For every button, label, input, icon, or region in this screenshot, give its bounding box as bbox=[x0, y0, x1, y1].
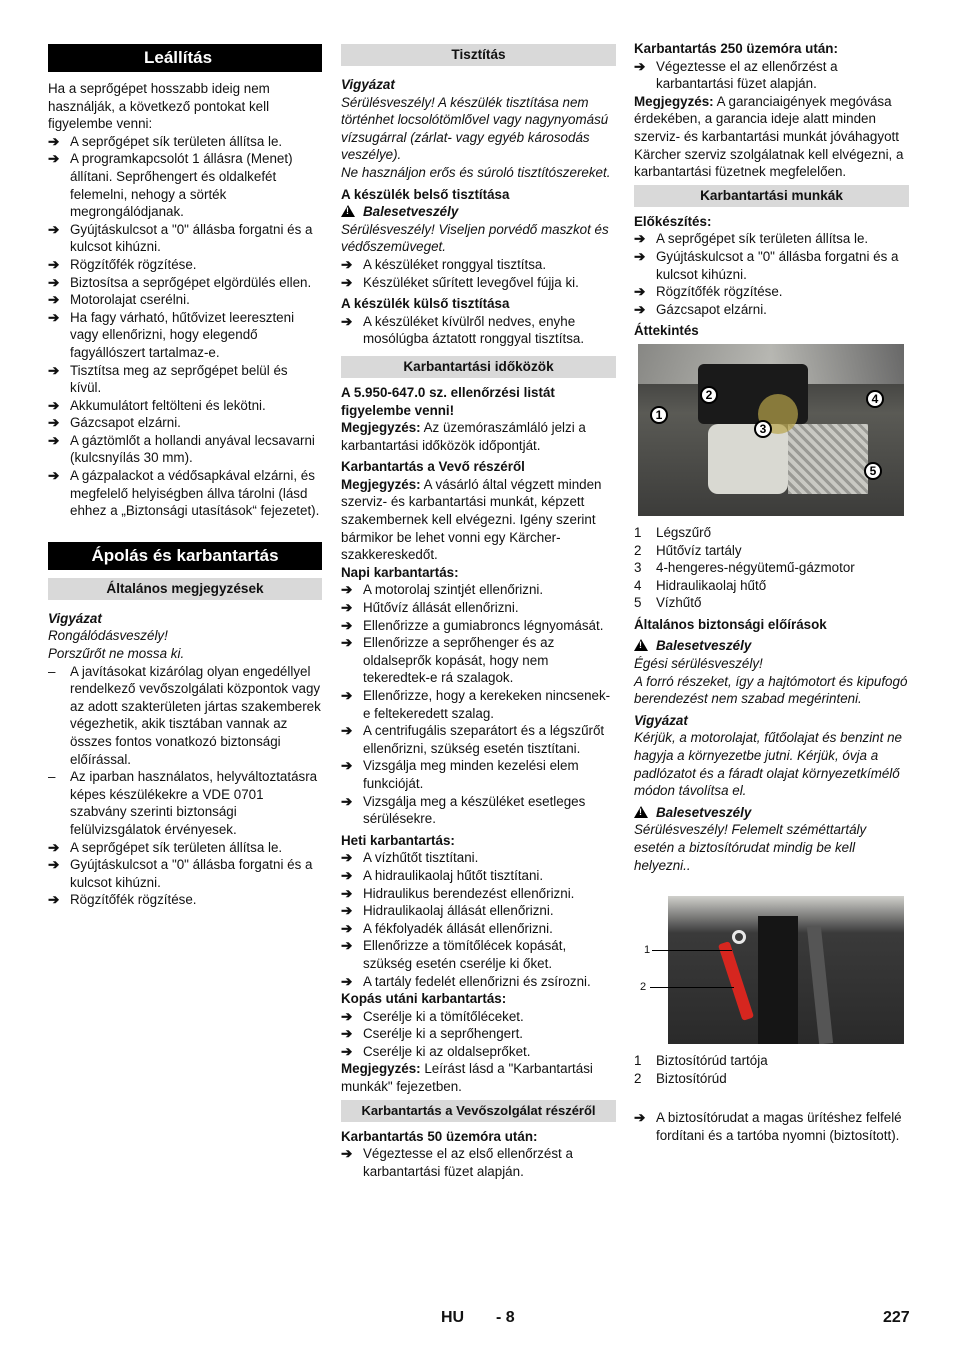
caution-label: Vigyázat bbox=[48, 610, 102, 626]
daily-title: Napi karbantartás: bbox=[341, 564, 459, 580]
list-item-text: Cserélje ki a seprőhengert. bbox=[363, 1026, 524, 1042]
shutdown-intro: Ha a seprőgépet hosszabb ideig nem használják, a következő pontokat kell figyelembe venni: bbox=[48, 81, 270, 132]
list-item bbox=[48, 856, 322, 891]
caution-text-2: Ne használjon erős és súroló tisztítószereket. bbox=[341, 164, 611, 180]
list-item bbox=[341, 256, 616, 274]
arrow-icon: ➔ bbox=[341, 885, 353, 901]
list-item-text: Gyújtáskulcsot a "0" állásba forgatni és a kulcsot kihúzni. bbox=[70, 221, 313, 255]
arrow-icon: ➔ bbox=[634, 231, 646, 247]
h50-steps bbox=[341, 1145, 616, 1180]
list-item bbox=[634, 230, 909, 248]
list-item-text: Az iparban használatos, helyváltoztatásra képes készülékekre a VDE 0701 szabvány szerinti biztonsági felülvizsgálatok érvényesek. bbox=[70, 769, 318, 837]
h250-title: Karbantartás 250 üzemóra után: bbox=[634, 41, 838, 56]
legend-item bbox=[634, 577, 909, 595]
list-item-text: Cserélje ki az oldalseprőket. bbox=[363, 1043, 531, 1059]
list-item bbox=[341, 617, 616, 635]
arrow-icon: ➔ bbox=[48, 468, 60, 484]
list-item-text: A tartály fedelét ellenőrizni és zsírozni. bbox=[363, 973, 591, 989]
list-item bbox=[341, 313, 616, 348]
list-item bbox=[48, 221, 322, 256]
list-item bbox=[341, 920, 616, 938]
arrow-icon: ➔ bbox=[341, 903, 353, 919]
text-line: Rongálódásveszély! bbox=[48, 628, 168, 644]
arrow-icon: ➔ bbox=[341, 1043, 353, 1059]
legend-item bbox=[634, 524, 909, 542]
list-item bbox=[48, 150, 322, 220]
arrow-icon: ➔ bbox=[48, 151, 60, 167]
arrow-icon: ➔ bbox=[48, 415, 60, 431]
list-item-text: A motorolaj szintjét ellenőrizni. bbox=[363, 582, 544, 598]
list-item bbox=[48, 397, 322, 415]
legend-text: Légszűrő bbox=[656, 524, 712, 540]
legend-number: 4 bbox=[634, 577, 642, 593]
legend-number: 3 bbox=[634, 560, 642, 576]
legend-item bbox=[634, 594, 909, 612]
list-item-text: A gáztömlőt a hollandi anyával lecsavarni (kulcsnyílás 30 mm). bbox=[70, 432, 315, 466]
list-item bbox=[341, 885, 616, 903]
list-item-text: Gyújtáskulcsot a "0" állásba forgatni és a kulcsot kihúzni. bbox=[656, 248, 899, 282]
column-middle bbox=[341, 44, 616, 1180]
legend-text: Vízhűtő bbox=[656, 595, 702, 611]
list-item bbox=[634, 58, 909, 93]
arrow-icon: ➔ bbox=[48, 362, 60, 378]
list-item bbox=[48, 839, 322, 857]
list-item-text: A készüléket ronggyal tisztítsa. bbox=[363, 256, 547, 272]
shutdown-steps bbox=[48, 133, 322, 520]
section-title-care: Ápolás és karbantartás bbox=[48, 542, 322, 570]
list-item bbox=[634, 283, 909, 301]
caution-lines bbox=[48, 627, 322, 662]
arrow-icon: ➔ bbox=[341, 635, 353, 651]
legend-item bbox=[634, 1070, 909, 1088]
inner-warning-text: Sérülésveszély! Viseljen porvédő maszkot és védőszemüveget. bbox=[341, 221, 609, 255]
list-item bbox=[48, 309, 322, 362]
list-item-text: A javításokat kizárólag olyan engedéllyel rendelkező vevőszolgálati központok vagy az adott szakterületen jártas szakemberek végezhetik, akik tisztában vannak az összes fontos vonatkozó biztonsági előírással. bbox=[70, 663, 321, 767]
final-steps bbox=[634, 1109, 909, 1144]
lift-legend bbox=[634, 1052, 909, 1087]
daily-steps bbox=[341, 581, 616, 827]
engine-overview-photo bbox=[638, 344, 904, 516]
arrow-icon: ➔ bbox=[48, 397, 60, 413]
environment-text: Kérjük, a motorolajat, fűtőolajat és benzint ne hagyja a környezetbe jutni. Kérjük, óvja a padlózatot és a fáradt olajat környezetkímélő módon távolítsa el. bbox=[634, 730, 902, 799]
footer-local-page: - 8 bbox=[496, 1309, 515, 1326]
photo-label-1: 1 bbox=[644, 944, 651, 957]
arrow-icon: ➔ bbox=[48, 133, 60, 149]
legend-number: 2 bbox=[634, 542, 642, 558]
list-item bbox=[48, 663, 322, 769]
list-item-text: Biztosítsa a seprőgépet elgördülés ellen. bbox=[70, 274, 312, 290]
outer-steps bbox=[341, 313, 616, 348]
safety-bar-photo bbox=[638, 896, 904, 1044]
note-2: Megjegyzés: A vásárló által végzett minden szerviz- és karbantartási munkát, képzett szakembernek kell elvégezni. Igény szerint bármikor be lehet vonni egy Kärcher-szakkereskedőt. bbox=[341, 476, 602, 563]
list-item bbox=[634, 248, 909, 283]
list-item bbox=[48, 291, 322, 309]
warning-triangle-icon bbox=[634, 806, 648, 818]
subsection-title-general: Általános megjegyzések bbox=[48, 578, 322, 600]
list-item-text: A seprőgépet sík területen állítsa le. bbox=[70, 133, 283, 149]
legend-text: Biztosítórúd bbox=[656, 1070, 727, 1086]
warning-triangle-icon bbox=[634, 639, 648, 651]
legend-text: Hűtővíz tartály bbox=[656, 542, 742, 558]
list-item bbox=[48, 133, 322, 151]
list-item bbox=[341, 581, 616, 599]
list-item bbox=[341, 793, 616, 828]
list-item-text: A seprőgépet sík területen állítsa le. bbox=[70, 839, 283, 855]
legend-number: 1 bbox=[634, 524, 642, 540]
checklist-note: A 5.950-647.0 sz. ellenőrzési listát figyelembe venni! bbox=[341, 384, 555, 418]
subsection-title-works: Karbantartási munkák bbox=[634, 185, 909, 207]
list-item bbox=[48, 891, 322, 909]
caution-label: Vigyázat bbox=[634, 712, 688, 728]
overview-legend bbox=[634, 524, 909, 612]
list-item-text: Tisztítsa meg az seprőgépet belül és kívül. bbox=[70, 362, 288, 396]
list-item bbox=[341, 973, 616, 991]
list-item-text: Akkumulátort feltölteni és lekötni. bbox=[70, 397, 266, 413]
text-line: Porszűrőt ne mossa ki. bbox=[48, 646, 185, 662]
prep-steps bbox=[634, 230, 909, 318]
callout-2: 2 bbox=[700, 386, 718, 404]
arrow-icon: ➔ bbox=[48, 256, 60, 272]
list-item-text: Ellenőrizze a tömítőlécek kopását, szükség esetén cserélje ki őket. bbox=[363, 938, 567, 971]
callout-3: 3 bbox=[754, 420, 772, 438]
list-item bbox=[48, 362, 322, 397]
h250-steps bbox=[634, 58, 909, 93]
danger-label: !Balesetveszély bbox=[341, 203, 616, 221]
arrow-icon: ➔ bbox=[341, 867, 353, 883]
list-item bbox=[341, 757, 616, 792]
legend-item bbox=[634, 542, 909, 560]
list-item bbox=[341, 634, 616, 687]
lift-warning-text: Sérülésveszély! Felemelt széméttartály esetén a biztosítórudat mindig be kell helyezni.. bbox=[634, 822, 867, 873]
legend-item bbox=[634, 1052, 909, 1070]
list-item-text: Vizsgálja meg minden kezelési elem funkcióját. bbox=[363, 758, 579, 791]
subsection-title-service: Karbantartás a Vevőszolgálat részéről bbox=[341, 1100, 616, 1122]
list-item-text: Rögzítőfék rögzítése. bbox=[70, 256, 197, 272]
arrow-icon: ➔ bbox=[48, 839, 60, 855]
arrow-icon: ➔ bbox=[634, 284, 646, 300]
arrow-icon: ➔ bbox=[341, 920, 353, 936]
list-item bbox=[341, 1025, 616, 1043]
weekly-title: Heti karbantartás: bbox=[341, 832, 455, 848]
danger-label-2: !Balesetveszély bbox=[634, 804, 909, 822]
list-item-text: Rögzítőfék rögzítése. bbox=[656, 284, 783, 300]
text-line: A forró részeket, így a hajtómotort és kipufogó berendezést nem szabad megérinteni. bbox=[634, 673, 908, 707]
arrow-icon: ➔ bbox=[341, 1026, 353, 1042]
weekly-steps bbox=[341, 849, 616, 990]
list-item-text: A vízhűtőt tisztítani. bbox=[363, 850, 479, 866]
arrow-icon: ➔ bbox=[341, 688, 353, 703]
arrow-icon: ➔ bbox=[341, 1146, 353, 1162]
inner-cleaning-title: A készülék belső tisztítása bbox=[341, 186, 510, 202]
list-item-text: Végeztesse el az ellenőrzést a karbantartási füzet alapján. bbox=[656, 58, 838, 92]
warning-triangle-icon bbox=[341, 205, 355, 217]
arrow-icon: ➔ bbox=[634, 1110, 646, 1126]
list-item bbox=[341, 722, 616, 757]
list-item-text: Hidraulikus berendezést ellenőrizni. bbox=[363, 885, 575, 901]
arrow-icon: ➔ bbox=[48, 274, 60, 290]
list-item bbox=[341, 1043, 616, 1061]
arrow-icon: ➔ bbox=[48, 857, 60, 873]
list-item-text: Készüléket sűrített levegővel fújja ki. bbox=[363, 274, 579, 290]
arrow-icon: ➔ bbox=[341, 1008, 353, 1024]
list-item-text: A programkapcsolót 1 állásra (Menet) állítani. Seprőhengert és oldalkefét felemelni, nehogy a sörték megrongálódjanak. bbox=[70, 151, 293, 220]
dash-marker: – bbox=[48, 769, 56, 785]
list-item-text: A biztosítórudat a magas ürítéshez felfelé fordítani és a tartóba nyomni (biztosított). bbox=[656, 1110, 902, 1143]
arrow-icon: ➔ bbox=[341, 617, 353, 633]
caution-label: Vigyázat bbox=[341, 77, 395, 92]
dash-marker: – bbox=[48, 663, 56, 679]
general-steps bbox=[48, 839, 322, 909]
list-item-text: A fékfolyadék állását ellenőrizni. bbox=[363, 920, 553, 936]
callout-5: 5 bbox=[864, 462, 882, 480]
overview-title: Áttekintés bbox=[634, 323, 699, 339]
text-line: Égési sérülésveszély! bbox=[634, 656, 763, 672]
prep-title: Előkészítés: bbox=[634, 213, 712, 229]
note-3: Megjegyzés: Leírást lásd a "Karbantartási munkák" fejezetben. bbox=[341, 1061, 593, 1095]
warranty-note: Megjegyzés: A garanciaigények megóvása érdekében, a garancia ideje alatt minden szerviz- és karbantartási munkát jóváhagyott Kärcher szerviz szolgálatnak kell elvégezni, a karbantartási füzetnek megfelelően. bbox=[634, 93, 904, 180]
list-item-text: A készüléket kívülről nedves, enyhe mosólúgba áztatott ronggyal tisztítsa. bbox=[363, 313, 585, 347]
arrow-icon: ➔ bbox=[48, 221, 60, 237]
legend-number: 1 bbox=[634, 1053, 642, 1069]
list-item-text: A centrifugális szeparátort és a légszűrőt ellenőrizni, szükség esetén tisztítani. bbox=[363, 723, 605, 756]
danger-label: !Balesetveszély bbox=[634, 637, 909, 655]
list-item-text: Ellenőrizze a seprőhenger és az oldalseprők kopását, hogy nem tekeredtek-e rá szalagok. bbox=[363, 635, 555, 686]
legend-item bbox=[634, 559, 909, 577]
list-item bbox=[341, 867, 616, 885]
list-item bbox=[634, 301, 909, 319]
list-item bbox=[341, 687, 616, 722]
legend-number: 5 bbox=[634, 595, 642, 611]
callout-4: 4 bbox=[866, 390, 884, 408]
list-item bbox=[341, 1145, 616, 1180]
arrow-icon: ➔ bbox=[341, 723, 353, 739]
burn-lines bbox=[634, 655, 909, 708]
arrow-icon: ➔ bbox=[341, 758, 353, 774]
list-item bbox=[48, 467, 322, 520]
list-item-text: A gázpalackot a védősapkával elzárni, és megfelelő helyiségben állva tárolni (lásd ehhez a „Biztonsági utasítások“ fejezetet). bbox=[70, 468, 320, 519]
arrow-icon: ➔ bbox=[48, 309, 60, 325]
list-item-text: Gázcsapot elzárni. bbox=[70, 415, 181, 431]
arrow-icon: ➔ bbox=[341, 938, 353, 954]
list-item bbox=[341, 1008, 616, 1026]
subsection-title-cleaning: Tisztítás bbox=[341, 44, 616, 66]
list-item-text: A seprőgépet sík területen állítsa le. bbox=[656, 231, 869, 247]
list-item bbox=[48, 256, 322, 274]
footer-page-number: 227 bbox=[883, 1309, 910, 1326]
safety-title: Általános biztonsági előírások bbox=[634, 616, 827, 632]
column-right bbox=[634, 41, 909, 1145]
list-item bbox=[341, 937, 616, 972]
list-item bbox=[48, 414, 322, 432]
list-item bbox=[48, 274, 322, 292]
arrow-icon: ➔ bbox=[341, 274, 353, 290]
photo-label-2: 2 bbox=[640, 981, 647, 994]
arrow-icon: ➔ bbox=[341, 600, 353, 616]
arrow-icon: ➔ bbox=[341, 256, 353, 272]
column-left bbox=[48, 44, 322, 909]
list-item bbox=[341, 599, 616, 617]
legend-number: 2 bbox=[634, 1070, 642, 1086]
arrow-icon: ➔ bbox=[341, 850, 353, 866]
legend-text: 4-hengeres-négyütemű-gázmotor bbox=[656, 560, 855, 576]
footer-language: HU bbox=[441, 1309, 465, 1326]
legend-text: Hidraulikaolaj hűtő bbox=[656, 577, 767, 593]
list-item-text: Ellenőrizze, hogy a kerekeken nincsenek-e feltekeredett szalag. bbox=[363, 688, 611, 721]
list-item-text: Ha fagy várható, hűtővizet leereszteni vagy ellenőrizni, hogy elegendő fagyállószert tartalmaz-e. bbox=[70, 309, 295, 360]
subsection-title-intervals: Karbantartási időközök bbox=[341, 356, 616, 378]
list-item bbox=[48, 768, 322, 838]
list-item bbox=[341, 849, 616, 867]
arrow-icon: ➔ bbox=[341, 313, 353, 329]
arrow-icon: ➔ bbox=[48, 432, 60, 448]
legend-text: Biztosítórúd tartója bbox=[656, 1053, 768, 1069]
inner-steps bbox=[341, 256, 616, 291]
arrow-icon: ➔ bbox=[48, 892, 60, 908]
list-item-text: Gyújtáskulcsot a "0" állásba forgatni és a kulcsot kihúzni. bbox=[70, 857, 313, 890]
list-item-text: A hidraulikaolaj hűtőt tisztítani. bbox=[363, 867, 544, 883]
dash-list bbox=[48, 663, 322, 839]
list-item-text: Végeztesse el az első ellenőrzést a karbantartási füzet alapján. bbox=[363, 1146, 573, 1179]
arrow-icon: ➔ bbox=[341, 582, 353, 598]
section-title-shutdown: Leállítás bbox=[48, 44, 322, 72]
list-item bbox=[341, 274, 616, 292]
arrow-icon: ➔ bbox=[634, 248, 646, 264]
arrow-icon: ➔ bbox=[48, 292, 60, 308]
list-item-text: Gázcsapot elzárni. bbox=[656, 301, 767, 317]
arrow-icon: ➔ bbox=[341, 973, 353, 989]
caution-text: Sérülésveszély! A készülék tisztítása nem történhet locsolótömlővel vagy nagynyomású vízsugárral (zárlat- vagy egyéb károsodás veszélye). bbox=[341, 94, 609, 163]
h50-title: Karbantartás 50 üzemóra után: bbox=[341, 1128, 538, 1144]
list-item bbox=[341, 902, 616, 920]
wear-steps bbox=[341, 1008, 616, 1061]
arrow-icon: ➔ bbox=[634, 58, 646, 74]
list-item-text: Cserélje ki a tömítőléceket. bbox=[363, 1008, 524, 1024]
list-item bbox=[48, 432, 322, 467]
customer-maintenance-title: Karbantartás a Vevő részéről bbox=[341, 459, 525, 475]
list-item-text: Vizsgálja meg a készüléket esetleges sérülésekre. bbox=[363, 793, 586, 827]
list-item bbox=[634, 1109, 909, 1144]
arrow-icon: ➔ bbox=[341, 793, 353, 809]
list-item-text: Ellenőrizze a gumiabroncs légnyomását. bbox=[363, 617, 604, 633]
list-item-text: Hidraulikaolaj állását ellenőrizni. bbox=[363, 903, 554, 919]
outer-cleaning-title: A készülék külső tisztítása bbox=[341, 296, 510, 312]
list-item-text: Rögzítőfék rögzítése. bbox=[70, 892, 197, 908]
wear-title: Kopás utáni karbantartás: bbox=[341, 991, 507, 1007]
callout-1: 1 bbox=[650, 406, 668, 424]
note-1: Megjegyzés: Az üzemóraszámláló jelzi a karbantartási időközök időpontját. bbox=[341, 420, 586, 453]
list-item-text: Hűtővíz állását ellenőrizni. bbox=[363, 600, 519, 616]
arrow-icon: ➔ bbox=[634, 301, 646, 317]
list-item-text: Motorolajat cserélni. bbox=[70, 292, 190, 308]
